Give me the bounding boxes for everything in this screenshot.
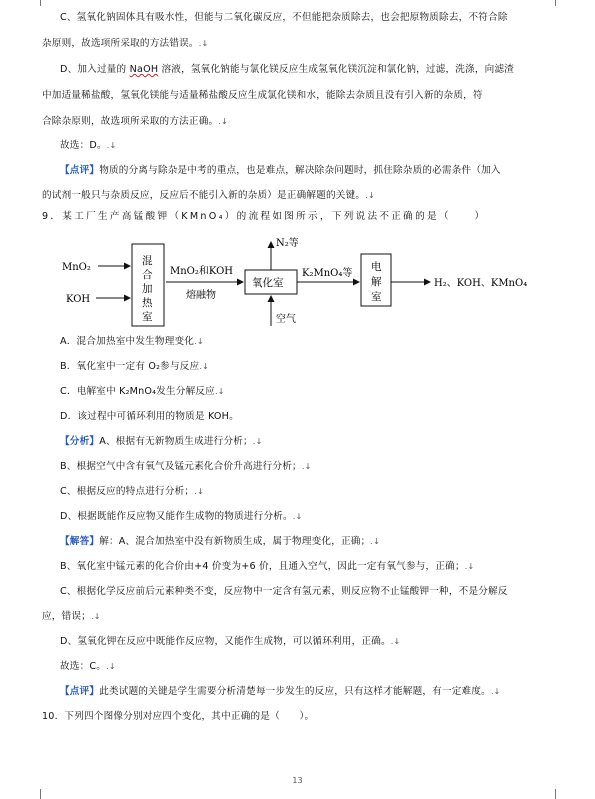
paragraph-mark: .↓ [464,562,475,571]
box-label-char: 加 [142,283,153,295]
text-span: A．混合加热室中发生物理变化 [60,336,195,347]
analysis-tag: 【分析】 [60,436,100,447]
text-span: 此类试题的关键是学生需要分析清楚每一步发生的反应，只有这样才能解题，有一定难度。 [99,686,491,697]
text-line [60,680,567,704]
text-line [60,505,567,529]
box-label-char: 混 [142,255,153,267]
air-label: 空气 [276,314,296,325]
paragraph-mark: .↓ [301,462,312,471]
box-label-char: 热 [142,297,153,309]
text-line: C、根据化学反应前后元素种类不变，反应物中一定含有氢元素，则反应物不止锰酸钾一种，不是分解反 [60,586,508,597]
paragraph-mark: .↓ [292,512,303,521]
input-koh: KOH [66,294,91,305]
paragraph-mark: .↓ [198,39,209,48]
text-line [42,605,567,629]
paragraph-mark: .↓ [390,637,401,646]
text-line [60,630,567,654]
paragraph-mark: .↓ [194,487,204,496]
paragraph-mark: .↓ [214,387,225,396]
text-line [60,58,567,82]
paragraph-mark: .↓ [252,437,263,446]
text-line: C、氢氧化钠固体具有吸水性，但能与二氧化碳反应，不但能把杂质除去，也会把原物质除去，不符合除 [60,12,508,23]
output-label: H₂、KOH、KMnO₄ [434,278,528,289]
text-span: 溶液，氢氧化钠能与氯化镁反应生成氢氧化镁沉淀和氯化钠，过滤，洗涤，向滤渣 [158,64,515,75]
text-span: C．电解室中 K₂MnO₄发生分解反应 [60,386,215,397]
text-span: 解：A、混合加热室中没有新物质生成，属于物理变化，正确； [99,536,371,547]
text-line [60,159,567,183]
box-label-char: 电 [371,261,382,273]
text-line [60,455,567,479]
paragraph-mark: .↓ [218,117,228,126]
comment-tag: 【点评】 [60,686,100,697]
text-line: 中加适量稀盐酸，氢氧化镁能与适量稀盐酸反应生成氯化镁和水，能除去杂质且没有引入新的杂质，符 [42,90,483,101]
text-span: D、根据既能作反应物又能作生成物的物质进行分析。 [60,511,293,522]
solution-tag: 【解答】 [60,536,100,547]
text-line [60,530,567,554]
paragraph-mark: .↓ [194,337,204,346]
text-line [60,480,567,504]
option-b [60,355,567,379]
text-span: 故选：C。 [60,661,107,672]
paragraph-mark: .↓ [199,362,210,371]
text-span: C、根据反应的特点进行分析； [60,486,195,497]
text-line [60,555,567,579]
option-c [60,380,567,404]
paragraph-mark: .↓ [370,537,381,546]
comment-tag: 【点评】 [60,165,100,176]
paragraph-mark: .↓ [490,687,501,696]
text-span: 杂原则，故选项所采取的方法错误。 [42,38,199,49]
naoh-term: NaOH [129,64,159,75]
intermediate-label: MnO₂和KOH [170,266,234,277]
question-9: 9．某工厂生产高锰酸钾（KMnO₄）的流程如图所示，下列说法不正确的是（ ） [42,211,487,222]
paragraph-mark: .↓ [90,612,101,621]
intermediate-label: 熔融物 [186,290,216,301]
byproduct-label: N₂等 [276,238,299,249]
text-line [42,32,567,56]
text-line [42,110,567,134]
crop-mark-bottom-right [555,789,566,799]
text-span: 的试剂一般只与杂质反应，反应后不能引入新的杂质）是正确解题的关键。 [42,190,366,201]
box-label-char: 合 [142,269,153,281]
box-label: 氧化室 [252,277,284,289]
option-d: D．该过程中可循环利用的物质是 KOH。 [60,411,239,422]
text-span: B．氧化室中一定有 O₂参与反应 [60,361,200,372]
text-line [60,134,567,158]
paragraph-mark: .↓ [106,141,117,150]
input-mno2: MnO₂ [62,262,91,273]
paragraph-mark: .↓ [365,191,375,200]
crop-mark-top-left [40,0,51,6]
box-label-char: 室 [142,311,153,323]
box-label-char: 室 [371,291,382,303]
page-number: 13 [292,776,303,785]
text-span: 应，错误； [42,611,91,622]
text-span: 故选：D。 [60,140,107,151]
intermediate-label: K₂MnO₄等 [302,268,353,279]
crop-mark-bottom-left [40,789,51,799]
option-a [60,330,567,354]
text-span: D、加入过量的 [60,64,130,75]
question-10: 10．下列四个图像分别对应四个变化，其中正确的是（ ）。 [42,711,315,722]
text-span: B、氧化室中锰元素的化合价由+4 价变为+6 价，且通入空气，因此一定有氧气参与，正确； [60,561,465,572]
text-span: B、根据空气中含有氧气及锰元素化合价升高进行分析； [60,461,302,472]
paragraph-mark: .↓ [106,662,116,671]
text-line [60,430,567,454]
text-span: D、氢氧化钾在反应中既能作反应物，又能作生成物，可以循环利用，正确。 [60,636,391,647]
text-span: 合除杂原则，故选项所采取的方法正确。 [42,116,219,127]
text-span: 物质的分离与除杂是中考的重点，也是难点，解决除杂问题时，抓住除杂质的必需条件（加入 [99,165,501,176]
process-flow-diagram [0,226,595,336]
text-span: A、根据有无新物质生成进行分析； [99,436,253,447]
box-label-char: 解 [371,276,382,288]
text-line [60,655,567,679]
